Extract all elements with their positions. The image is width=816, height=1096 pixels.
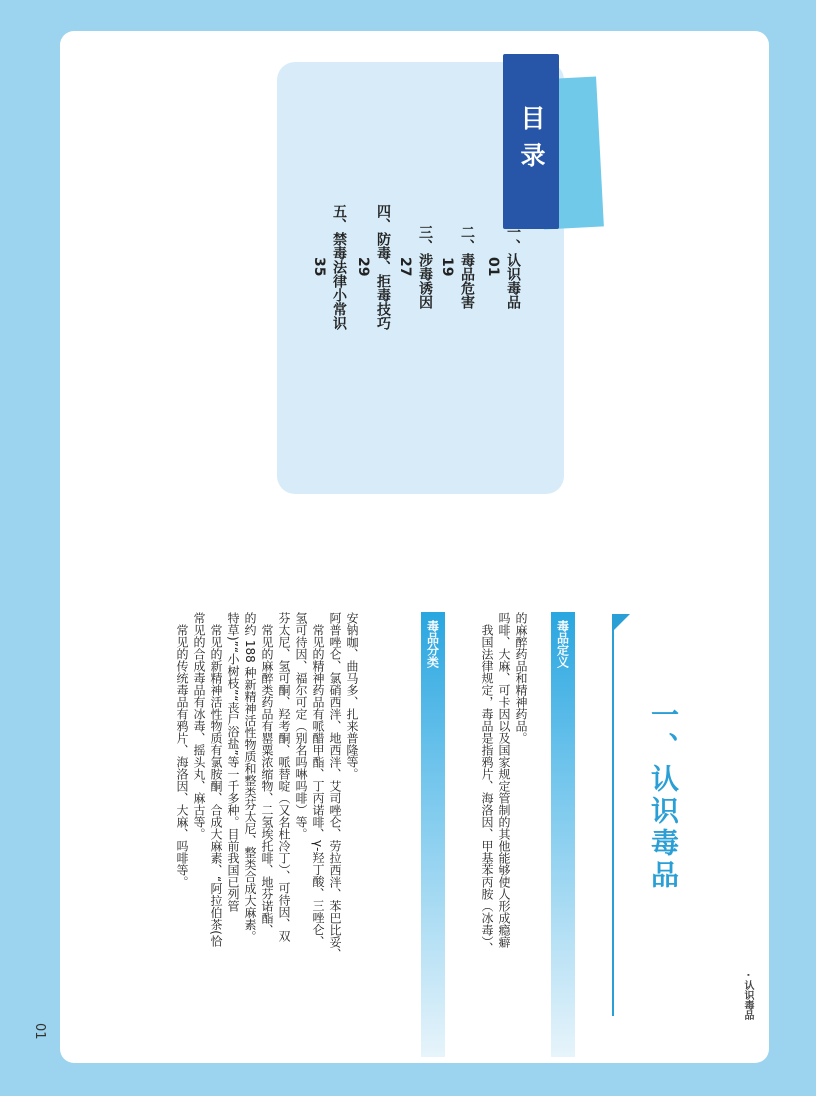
toc-item-page: 01 [485,257,501,277]
toc-title-text: 目录 [517,104,546,179]
text-line: 安钠咖、曲马多、扎来普隆等。 [345,612,359,780]
toc-item-label: 四、防毒、拒毒技巧 [375,204,391,330]
section-rule [612,620,614,1016]
text-line: 特草)”“小树枝”“丧尸浴盐”等一千多种。目前我国已列管 [226,612,240,912]
text-line: 的约 188 种新精神活性物质和整类芬太尼、整类合成大麻素。 [243,612,257,943]
section-corner-triangle [612,614,630,632]
classification-heading: 毒品分类 [425,620,440,668]
toc-item-label: 三、涉毒诱因 [417,225,433,309]
toc-item-label: 二、毒品危害 [459,225,475,309]
page-number: 01 [32,1023,47,1040]
toc-item-page: 19 [439,257,455,277]
text-line: 阿普唑仑、氯硝西泮、地西泮、艾司唑仑、劳拉西泮、苯巴比妥、 [328,612,342,960]
toc-item[interactable] [439,72,477,462]
definition-text [478,612,529,954]
text-line: 的麻醉药品和精神药品。 [514,612,528,744]
definition-heading-bar [551,612,575,1057]
toc-item[interactable] [311,72,349,462]
text-line: 吗啡、大麻、可卡因以及国家规定管制的其他能够使人形成瘾癖 [497,612,511,948]
text-line: 我国法律规定，毒品是指鸦片、海洛因、甲基苯丙胺（冰毒）、 [480,612,494,954]
toc-item[interactable] [355,72,393,462]
classification-heading-bar [421,612,445,1057]
text-line: 常见的合成毒品有冰毒、摇头丸、麻古等。 [192,612,206,840]
toc-item-label: 一、认识毒品 [505,225,521,309]
classification-text [173,612,360,960]
toc-item[interactable] [485,72,523,462]
toc-item-page: 35 [311,257,327,277]
text-line: 氢可待因、福尔可定（别名吗啉吗啡）等。 [294,612,308,840]
text-line: 常见的传统毒品有鸦片、海洛因、大麻、吗啡等。 [175,612,189,888]
text-line: 常见的麻醉类药品有罂粟浓缩物、二氢埃托啡、地芬诺酯、 [260,612,274,936]
toc-item[interactable] [397,72,435,462]
text-line: 芬太尼、氢可酮、羟考酮、哌替啶（又名杜冷丁）、可待因、双 [277,612,291,942]
toc-item-page: 27 [397,257,413,277]
text-line: 常见的精神药品有哌醋甲酯、丁丙诺啡、γ-羟丁酸、三唑仑、 [311,612,325,948]
text-line: 常见的新精神活性物质有氯胺酮、合成大麻素、“阿拉伯茶(恰 [209,612,223,947]
section-title: 一、认识毒品 [647,700,680,892]
running-header: · 认识毒品 [742,973,753,1021]
definition-heading: 毒品定义 [555,620,570,668]
toc-item-label: 五、禁毒法律小常识 [331,204,347,330]
toc-item-page: 29 [355,257,371,277]
